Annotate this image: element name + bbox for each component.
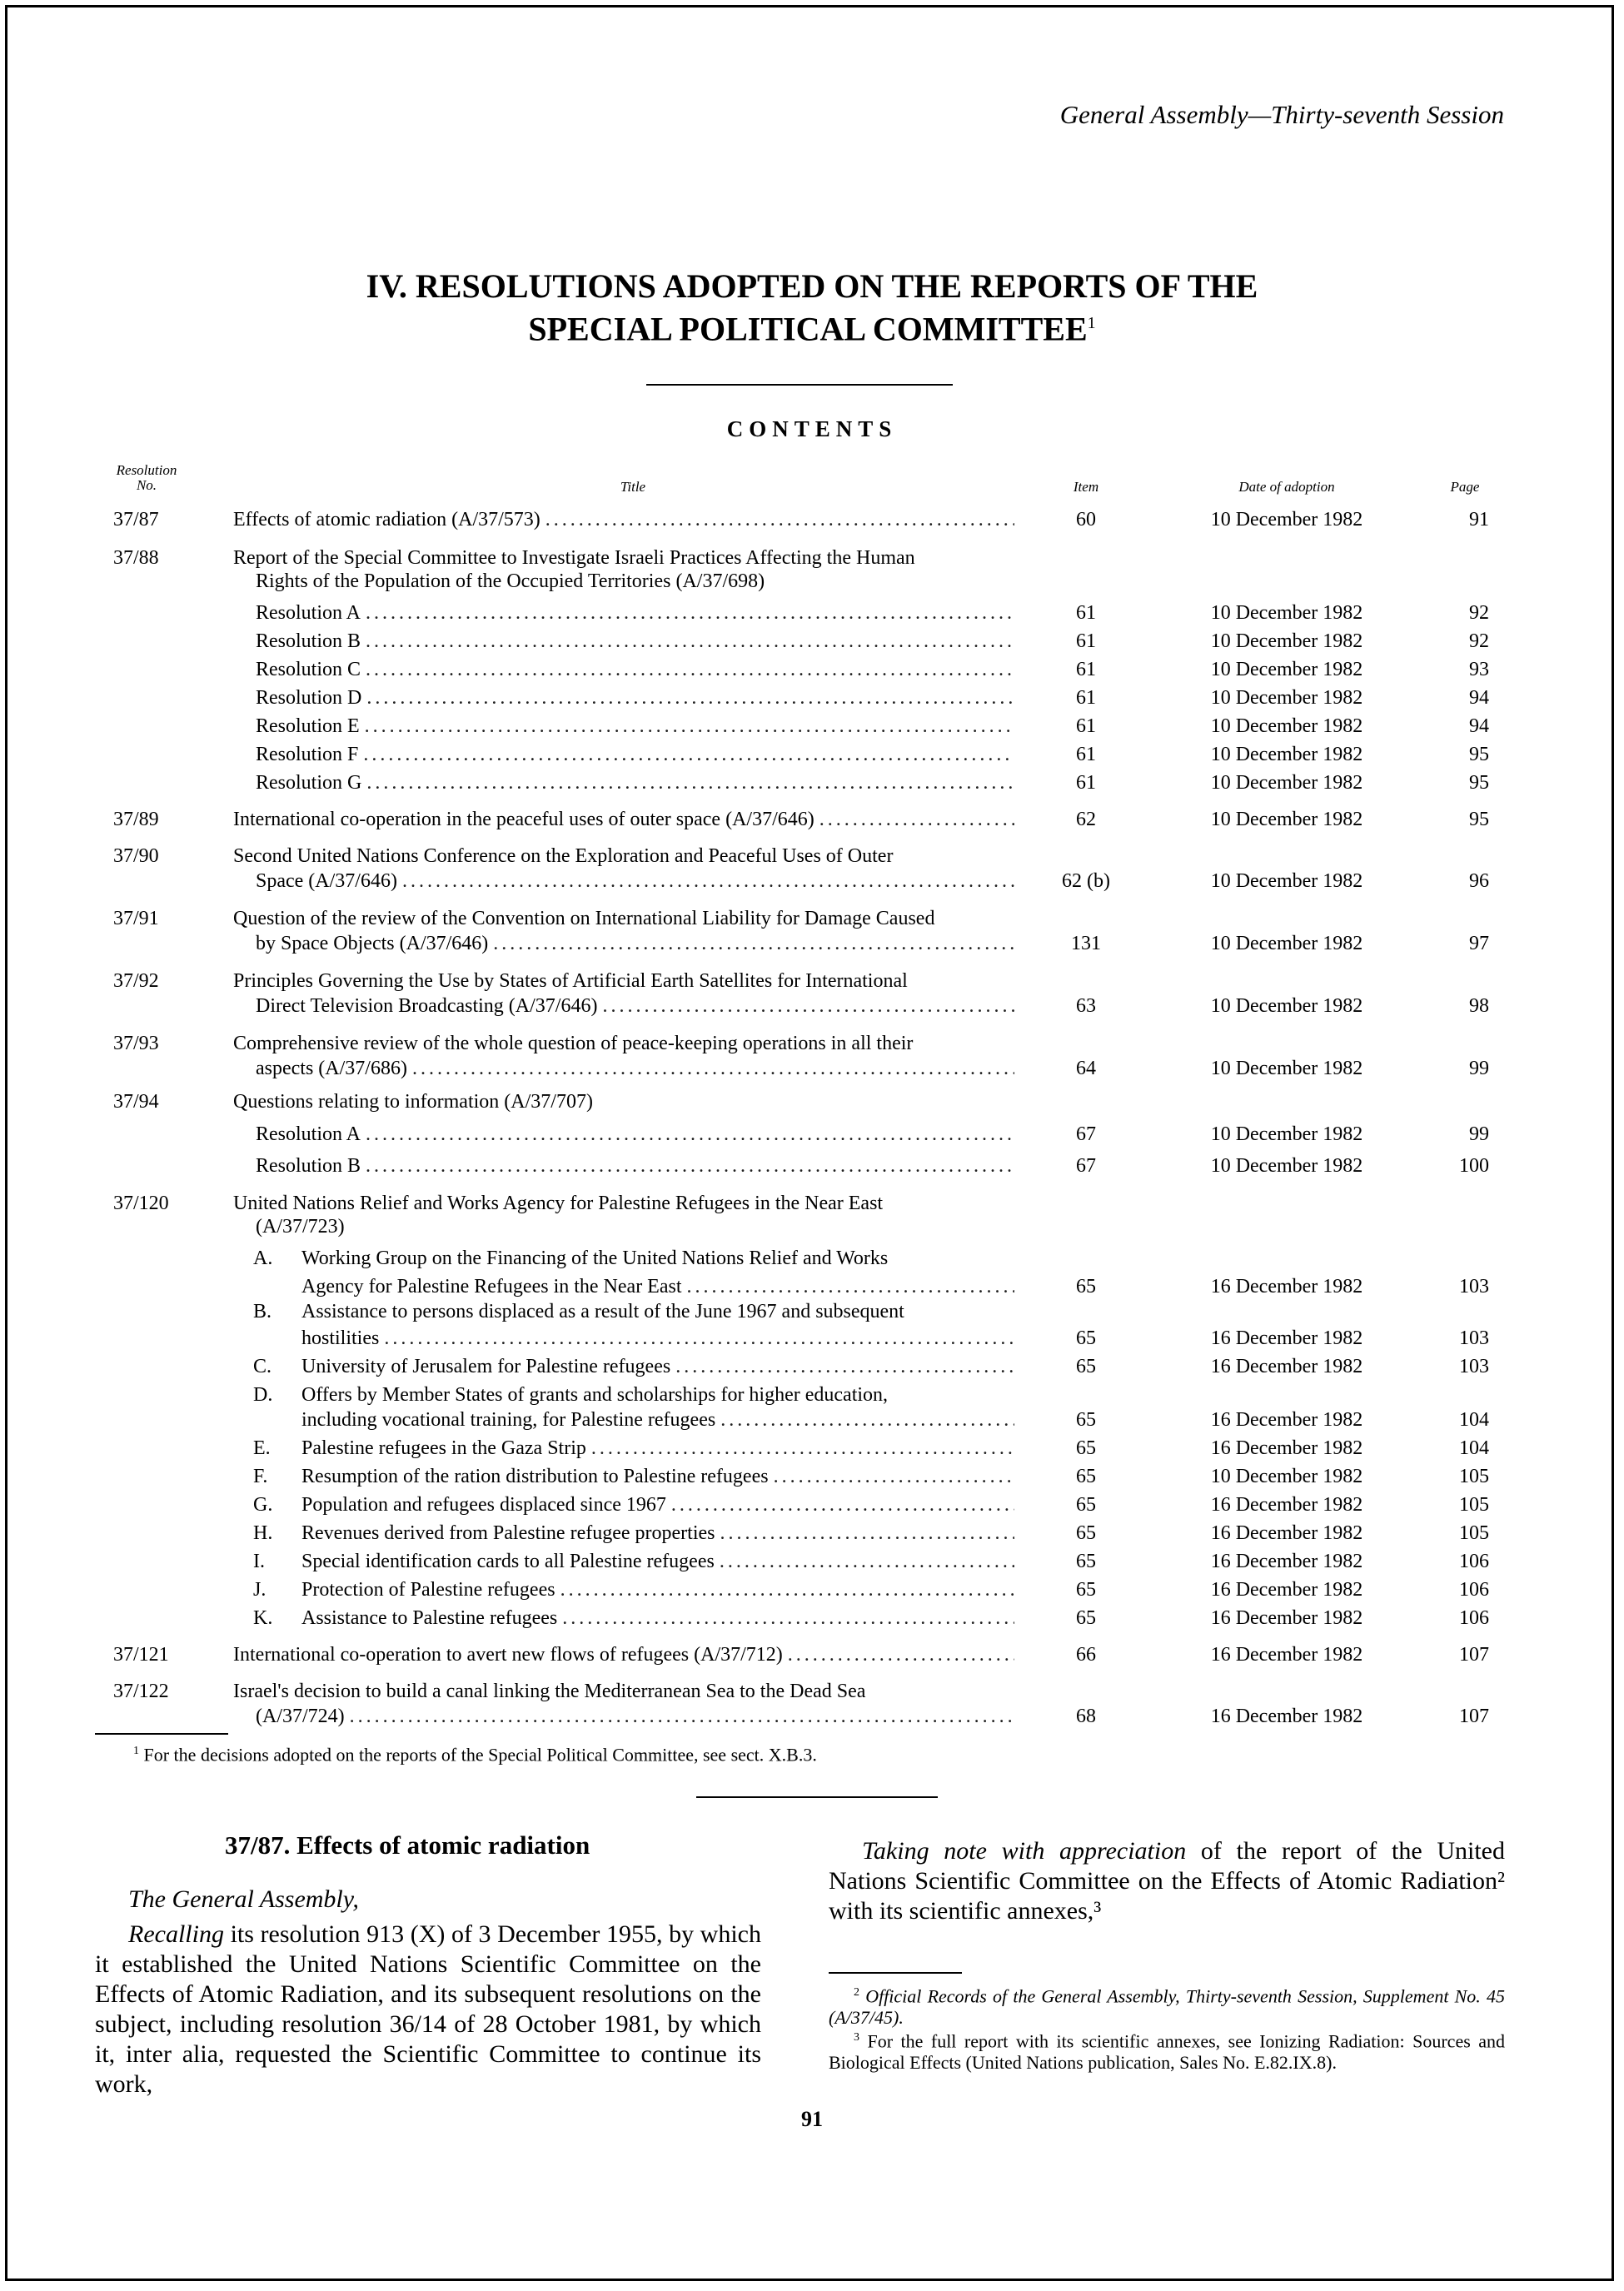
part-letter: A. xyxy=(253,1248,273,1269)
part-title xyxy=(301,1466,1014,1488)
title-text: Resumption of the ration distribution to Palestine refugees xyxy=(301,1466,769,1487)
agenda-item: 66 xyxy=(1076,1644,1096,1666)
sub-resolution-title xyxy=(256,630,1014,653)
adoption-date: 16 December 1982 xyxy=(1210,1327,1363,1349)
agenda-item: 64 xyxy=(1076,1058,1096,1079)
resolution-number: 37/122 xyxy=(113,1681,169,1702)
footnote-mark: 1 xyxy=(133,1745,139,1757)
title-text: Report of the Special Committee to Investigate Israeli Practices Affecting the Human xyxy=(233,547,915,569)
part-title-line2 xyxy=(301,1276,1014,1298)
resolution-title-line2 xyxy=(256,1216,1014,1238)
title-text: Revenues derived from Palestine refugee properties xyxy=(301,1522,715,1544)
leader-dots xyxy=(720,1409,1014,1432)
page-ref: 95 xyxy=(1469,809,1489,830)
col-header-page: Page xyxy=(1450,479,1480,495)
title-text: Direct Television Broadcasting (A/37/646) xyxy=(256,995,598,1017)
agenda-item: 65 xyxy=(1076,1607,1096,1629)
paragraph-lead: Recalling xyxy=(128,1920,224,1948)
agenda-item: 60 xyxy=(1076,509,1096,530)
page-ref: 97 xyxy=(1469,933,1489,954)
agenda-item: 61 xyxy=(1076,715,1096,737)
adoption-date: 10 December 1982 xyxy=(1210,933,1363,954)
part-title xyxy=(301,1607,1014,1630)
part-title-line1 xyxy=(301,1301,1014,1323)
footnote-mark: 3 xyxy=(854,2031,859,2044)
title-text: Questions relating to information (A/37/707) xyxy=(233,1091,593,1113)
leader-dots xyxy=(774,1466,1014,1488)
agenda-item: 65 xyxy=(1076,1409,1096,1431)
adoption-date: 10 December 1982 xyxy=(1210,509,1363,530)
part-letter: F. xyxy=(253,1466,268,1487)
agenda-item: 63 xyxy=(1076,995,1096,1017)
resolution-number: 37/91 xyxy=(113,908,159,929)
title-text: Working Group on the Financing of the United Nations Relief and Works xyxy=(301,1248,889,1269)
agenda-item: 68 xyxy=(1076,1706,1096,1727)
part-title-line1 xyxy=(301,1248,1014,1270)
resolution-title-line1 xyxy=(233,970,1014,993)
adoption-date: 10 December 1982 xyxy=(1210,772,1363,794)
adoption-date: 16 December 1982 xyxy=(1210,1607,1363,1629)
part-letter: J. xyxy=(253,1579,267,1601)
paragraph-lead: Taking note with appreciation xyxy=(862,1837,1187,1865)
agenda-item: 61 xyxy=(1076,630,1096,652)
resolution-title-line1 xyxy=(233,1193,1014,1215)
page-ref: 106 xyxy=(1459,1607,1489,1629)
footnote-text: Official Records of the General Assembly, Thirty-seventh Session, Supplement No. 45 (A/37/45). xyxy=(829,1985,1505,2029)
paragraph-text: of the report of the United Nations Scientific Committee on the Effects of Atomic Radiation² with its scientific annexes,³ xyxy=(829,1837,1505,1925)
title-text: Resolution B xyxy=(256,1155,361,1177)
footnote-text: For the decisions adopted on the reports of the Special Political Committee, see sect. X.B.3. xyxy=(143,1744,817,1766)
leader-dots xyxy=(788,1644,1014,1666)
sub-resolution-title xyxy=(256,602,1014,625)
title-text: by Space Objects (A/37/646) xyxy=(256,933,489,954)
resolution-title-line2 xyxy=(256,995,1014,1018)
part-letter: K. xyxy=(253,1607,273,1629)
sub-resolution-title xyxy=(256,1155,1014,1178)
sub-resolution-title xyxy=(256,659,1014,681)
agenda-item: 65 xyxy=(1076,1579,1096,1601)
page-ref: 105 xyxy=(1459,1522,1489,1544)
leader-dots xyxy=(819,809,1014,831)
sub-resolution-title xyxy=(256,772,1014,794)
title-text: United Nations Relief and Works Agency for Palestine Refugees in the Near East xyxy=(233,1193,884,1214)
title-text: Second United Nations Conference on the Exploration and Peaceful Uses of Outer xyxy=(233,845,894,867)
title-text: Resolution C xyxy=(256,659,361,680)
agenda-item: 65 xyxy=(1076,1494,1096,1516)
resolution-title-line1 xyxy=(233,1681,1014,1703)
title-text: Comprehensive review of the whole question of peace-keeping operations in all their xyxy=(233,1033,914,1054)
page-ref: 107 xyxy=(1459,1644,1489,1666)
adoption-date: 10 December 1982 xyxy=(1210,744,1363,765)
agenda-item: 65 xyxy=(1076,1466,1096,1487)
title-text: Agency for Palestine Refugees in the Near East xyxy=(301,1276,682,1297)
title-text: Assistance to persons displaced as a result of the June 1967 and subsequent xyxy=(301,1301,904,1322)
agenda-item: 131 xyxy=(1071,933,1101,954)
resolution-title-line2 xyxy=(256,870,1014,893)
resolution-number: 37/89 xyxy=(113,809,159,830)
title-text: International co-operation to avert new flows of refugees (A/37/712) xyxy=(233,1644,783,1666)
adoption-date: 16 December 1982 xyxy=(1210,1356,1363,1377)
title-text: Assistance to Palestine refugees xyxy=(301,1607,558,1629)
title-text: Principles Governing the Use by States of Artificial Earth Satellites for International xyxy=(233,970,908,992)
sub-resolution-title xyxy=(256,744,1014,766)
agenda-item: 65 xyxy=(1076,1327,1096,1349)
page-ref: 106 xyxy=(1459,1551,1489,1572)
part-letter: H. xyxy=(253,1522,273,1544)
col-header-resolution-no xyxy=(105,463,188,493)
adoption-date: 10 December 1982 xyxy=(1210,1466,1363,1487)
part-letter: B. xyxy=(253,1301,272,1322)
resolution-title xyxy=(233,809,1014,831)
page-ref: 99 xyxy=(1469,1058,1489,1079)
resolution-title-line1 xyxy=(233,845,1014,868)
adoption-date: 16 December 1982 xyxy=(1210,1437,1363,1459)
page-ref: 100 xyxy=(1459,1155,1489,1177)
title-text: hostilities xyxy=(301,1327,380,1349)
part-title xyxy=(301,1356,1014,1378)
page-ref: 95 xyxy=(1469,772,1489,794)
title-text: Space (A/37/646) xyxy=(256,870,397,892)
title-text: Israel's decision to build a canal linking the Mediterranean Sea to the Dead Sea xyxy=(233,1681,866,1702)
part-title xyxy=(301,1522,1014,1545)
page-ref: 94 xyxy=(1469,687,1489,709)
section-title-text: SPECIAL POLITICAL COMMITTEE xyxy=(528,310,1088,348)
adoption-date: 10 December 1982 xyxy=(1210,630,1363,652)
footnote-2 xyxy=(829,1982,1505,2029)
adoption-date: 10 December 1982 xyxy=(1210,1155,1363,1177)
agenda-item: 61 xyxy=(1076,659,1096,680)
leader-dots xyxy=(591,1437,1014,1460)
leader-dots xyxy=(720,1551,1014,1573)
page-ref: 93 xyxy=(1469,659,1489,680)
adoption-date: 16 December 1982 xyxy=(1210,1494,1363,1516)
leader-dots xyxy=(366,630,1014,653)
col-header-item: Item xyxy=(1073,479,1099,495)
agenda-item: 67 xyxy=(1076,1155,1096,1177)
part-letter: C. xyxy=(253,1356,272,1377)
adoption-date: 10 December 1982 xyxy=(1210,1123,1363,1145)
part-title-line2 xyxy=(301,1327,1014,1350)
adoption-date: 16 December 1982 xyxy=(1210,1644,1363,1666)
page-ref: 106 xyxy=(1459,1579,1489,1601)
paragraph-text: its resolution 913 (X) of 3 December 1955, by which it established the United Nations Scientific Committee on the Effects of Atomic Radiation, and its subsequent resolutions on the subject, including resolution 36/14 of 28 October 1981, by which it, inter alia, requested the Scientific Committee to continue its work, xyxy=(95,1920,761,2098)
footnote-ref: 1 xyxy=(1087,314,1096,332)
section-title xyxy=(0,268,1624,347)
resolution-title-line2 xyxy=(256,933,1014,955)
title-text: aspects (A/37/686) xyxy=(256,1058,407,1079)
resolution-number: 37/94 xyxy=(113,1091,159,1113)
resolution-title xyxy=(233,1091,1014,1113)
leader-dots xyxy=(350,1706,1014,1728)
section-title-line1: IV. RESOLUTIONS ADOPTED ON THE REPORTS OF THE xyxy=(366,267,1258,305)
resolution-title-line1 xyxy=(233,547,1014,570)
page-ref: 92 xyxy=(1469,602,1489,624)
adoption-date: 16 December 1982 xyxy=(1210,1409,1363,1431)
agenda-item: 61 xyxy=(1076,772,1096,794)
page-ref: 96 xyxy=(1469,870,1489,892)
page-ref: 98 xyxy=(1469,995,1489,1017)
title-text: Effects of atomic radiation (A/37/573) xyxy=(233,509,541,530)
adoption-date: 10 December 1982 xyxy=(1210,602,1363,624)
title-text: Resolution E xyxy=(256,715,360,737)
agenda-item: 67 xyxy=(1076,1123,1096,1145)
page-ref: 95 xyxy=(1469,744,1489,765)
resolution-number: 37/93 xyxy=(113,1033,159,1054)
part-letter: E. xyxy=(253,1437,271,1459)
page-ref: 104 xyxy=(1459,1409,1489,1431)
agenda-item: 62 (b) xyxy=(1062,870,1110,892)
adoption-date: 16 December 1982 xyxy=(1210,1522,1363,1544)
agenda-item: 61 xyxy=(1076,602,1096,624)
footnote-text: For the full report with its scientific annexes, see Ionizing Radiation: Sources and Biological Effects (United Nations publication, Sales No. E.82.IX.8). xyxy=(829,2030,1506,2074)
contents-heading: CONTENTS xyxy=(726,416,898,441)
footnote-rule xyxy=(95,1733,228,1735)
adoption-date: 10 December 1982 xyxy=(1210,870,1363,892)
footnote-1 xyxy=(133,1741,1049,1766)
part-title xyxy=(301,1494,1014,1517)
preamble-paragraph-1 xyxy=(95,1920,761,2099)
resolution-title-line2 xyxy=(256,1058,1014,1080)
resolution-number: 37/121 xyxy=(113,1644,169,1666)
agenda-item: 65 xyxy=(1076,1356,1096,1377)
resolution-number: 37/92 xyxy=(113,970,159,992)
adoption-date: 16 December 1982 xyxy=(1210,1551,1363,1572)
title-text: Special identification cards to all Palestine refugees xyxy=(301,1551,715,1572)
leader-dots xyxy=(671,1494,1014,1517)
leader-dots xyxy=(366,687,1014,710)
agenda-item: 61 xyxy=(1076,744,1096,765)
adoption-date: 10 December 1982 xyxy=(1210,659,1363,680)
title-divider xyxy=(646,384,953,386)
resolution-opening: The General Assembly, xyxy=(128,1885,359,1913)
part-letter: D. xyxy=(253,1384,273,1406)
page-ref: 94 xyxy=(1469,715,1489,737)
section-divider xyxy=(696,1796,938,1798)
sub-resolution-title xyxy=(256,1123,1014,1146)
adoption-date: 10 December 1982 xyxy=(1210,995,1363,1017)
page-ref: 91 xyxy=(1469,509,1489,530)
title-text: Resolution G xyxy=(256,772,362,794)
part-title xyxy=(301,1437,1014,1460)
title-text: Population and refugees displaced since 1967 xyxy=(301,1494,666,1516)
title-text: Offers by Member States of grants and scholarships for higher education, xyxy=(301,1384,889,1406)
part-title-line2 xyxy=(301,1409,1014,1432)
sub-resolution-title xyxy=(256,715,1014,738)
title-text: Resolution A xyxy=(256,602,361,624)
resolution-title-line2 xyxy=(256,1706,1014,1728)
footnote-mark: 2 xyxy=(854,1986,859,1999)
title-text: International co-operation in the peaceful uses of outer space (A/37/646) xyxy=(233,809,814,830)
leader-dots xyxy=(366,1123,1014,1146)
title-text: Question of the review of the Convention on International Liability for Damage Caused xyxy=(233,908,935,929)
title-text: (A/37/723) xyxy=(256,1216,345,1238)
resolution-number: 37/120 xyxy=(113,1193,169,1214)
resolution-number: 37/90 xyxy=(113,845,159,867)
footnote-3 xyxy=(829,2027,1505,2074)
col-header-title: Title xyxy=(620,479,646,495)
leader-dots xyxy=(366,772,1014,794)
page-ref: 105 xyxy=(1459,1466,1489,1487)
preamble-paragraph-2 xyxy=(829,1836,1505,1926)
leader-dots xyxy=(384,1327,1014,1350)
resolution-number: 37/87 xyxy=(113,509,159,530)
col-header-resolution-line2: No. xyxy=(136,477,157,493)
leader-dots xyxy=(365,715,1014,738)
title-text: Resolution F xyxy=(256,744,359,765)
resolution-title xyxy=(233,1644,1014,1666)
agenda-item: 62 xyxy=(1076,809,1096,830)
page-ref: 105 xyxy=(1459,1494,1489,1516)
leader-dots xyxy=(562,1607,1014,1630)
leader-dots xyxy=(412,1058,1014,1080)
resolution-title-line2 xyxy=(256,570,1014,593)
agenda-item: 65 xyxy=(1076,1437,1096,1459)
resolution-number: 37/88 xyxy=(113,547,159,569)
title-text: including vocational training, for Palestine refugees xyxy=(301,1409,716,1431)
page-number: 91 xyxy=(801,2107,823,2131)
part-title xyxy=(301,1551,1014,1573)
leader-dots xyxy=(675,1356,1014,1378)
adoption-date: 16 December 1982 xyxy=(1210,1706,1363,1727)
page-ref: 107 xyxy=(1459,1706,1489,1727)
running-head: General Assembly—Thirty-seventh Session xyxy=(1059,100,1504,129)
resolution-title-line1 xyxy=(233,1033,1014,1055)
leader-dots xyxy=(366,1155,1014,1178)
leader-dots xyxy=(602,995,1014,1018)
page-ref: 103 xyxy=(1459,1327,1489,1349)
adoption-date: 10 December 1982 xyxy=(1210,809,1363,830)
leader-dots xyxy=(545,509,1014,531)
resolution-title xyxy=(233,509,1014,531)
page-ref: 103 xyxy=(1459,1276,1489,1297)
adoption-date: 16 December 1982 xyxy=(1210,1276,1363,1297)
title-text: Resolution B xyxy=(256,630,361,652)
leader-dots xyxy=(363,744,1014,766)
section-title-line2 xyxy=(0,305,1624,347)
agenda-item: 65 xyxy=(1076,1551,1096,1572)
leader-dots xyxy=(720,1522,1014,1545)
page-ref: 99 xyxy=(1469,1123,1489,1145)
part-title xyxy=(301,1579,1014,1601)
title-text: University of Jerusalem for Palestine refugees xyxy=(301,1356,671,1377)
col-header-resolution-line1: Resolution xyxy=(116,462,177,478)
page-ref: 103 xyxy=(1459,1356,1489,1377)
title-text: Rights of the Population of the Occupied Territories (A/37/698) xyxy=(256,570,765,592)
footnote-rule xyxy=(829,1972,962,1974)
title-text: Protection of Palestine refugees xyxy=(301,1579,555,1601)
adoption-date: 10 December 1982 xyxy=(1210,1058,1363,1079)
part-letter: G. xyxy=(253,1494,273,1516)
sub-resolution-title xyxy=(256,687,1014,710)
title-text: Resolution A xyxy=(256,1123,361,1145)
agenda-item: 65 xyxy=(1076,1276,1096,1297)
part-title-line1 xyxy=(301,1384,1014,1407)
agenda-item: 61 xyxy=(1076,687,1096,709)
col-header-date: Date of adoption xyxy=(1238,479,1335,495)
leader-dots xyxy=(687,1276,1014,1298)
title-text: Palestine refugees in the Gaza Strip xyxy=(301,1437,586,1459)
page-ref: 92 xyxy=(1469,630,1489,652)
agenda-item: 65 xyxy=(1076,1522,1096,1544)
page-ref: 104 xyxy=(1459,1437,1489,1459)
leader-dots xyxy=(366,659,1014,681)
adoption-date: 10 December 1982 xyxy=(1210,687,1363,709)
resolution-title-line1 xyxy=(233,908,1014,930)
leader-dots xyxy=(366,602,1014,625)
title-text: (A/37/724) xyxy=(256,1706,345,1727)
resolution-heading: 37/87. Effects of atomic radiation xyxy=(225,1830,590,1860)
adoption-date: 10 December 1982 xyxy=(1210,715,1363,737)
leader-dots xyxy=(560,1579,1014,1601)
adoption-date: 16 December 1982 xyxy=(1210,1579,1363,1601)
leader-dots xyxy=(493,933,1014,955)
title-text: Resolution D xyxy=(256,687,362,709)
part-letter: I. xyxy=(253,1551,265,1572)
leader-dots xyxy=(402,870,1014,893)
